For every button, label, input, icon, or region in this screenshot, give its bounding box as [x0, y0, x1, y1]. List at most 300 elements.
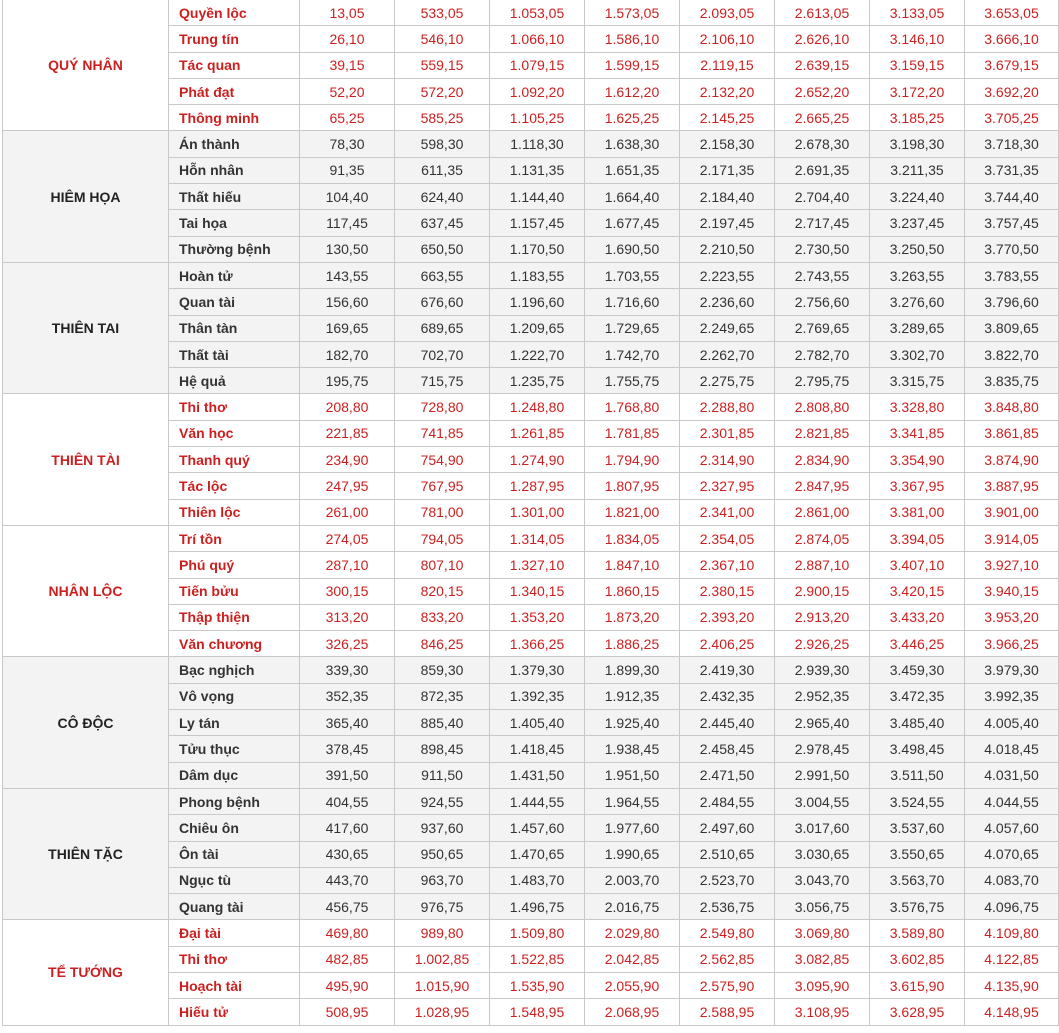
value-cell: 2.926,25	[775, 631, 870, 657]
value-cell: 4.070,65	[965, 841, 1059, 867]
value-cell: 2.939,30	[775, 657, 870, 683]
value-cell: 3.537,60	[870, 815, 965, 841]
value-cell: 3.511,50	[870, 762, 965, 788]
value-cell: 2.132,20	[680, 78, 775, 104]
value-cell: 1.964,55	[585, 788, 680, 814]
row-label: Văn học	[169, 420, 300, 446]
value-cell: 1.053,05	[490, 0, 585, 26]
row-label: Vô vọng	[169, 683, 300, 709]
value-cell: 2.393,20	[680, 604, 775, 630]
group-label: CÔ ĐỘC	[3, 657, 169, 788]
value-cell: 2.341,00	[680, 499, 775, 525]
value-cell: 1.314,05	[490, 525, 585, 551]
value-cell: 3.381,00	[870, 499, 965, 525]
value-cell: 1.066,10	[490, 26, 585, 52]
value-cell: 2.613,05	[775, 0, 870, 26]
value-cell: 1.535,90	[490, 972, 585, 998]
value-cell: 3.718,30	[965, 131, 1059, 157]
value-cell: 3.979,30	[965, 657, 1059, 683]
value-cell: 2.236,60	[680, 289, 775, 315]
row-label: Trí tồn	[169, 525, 300, 551]
value-cell: 754,90	[395, 447, 490, 473]
value-cell: 624,40	[395, 184, 490, 210]
value-cell: 4.031,50	[965, 762, 1059, 788]
table-row	[3, 525, 1059, 551]
value-cell: 3.874,90	[965, 447, 1059, 473]
value-cell: 1.157,45	[490, 210, 585, 236]
value-cell: 4.148,95	[965, 999, 1059, 1025]
value-cell: 2.380,15	[680, 578, 775, 604]
value-cell: 2.523,70	[680, 867, 775, 893]
row-label: Bạc nghịch	[169, 657, 300, 683]
value-cell: 2.861,00	[775, 499, 870, 525]
value-cell: 2.275,75	[680, 368, 775, 394]
value-cell: 2.029,80	[585, 920, 680, 946]
value-cell: 1.457,60	[490, 815, 585, 841]
value-cell: 3.835,75	[965, 368, 1059, 394]
value-cell: 2.171,35	[680, 157, 775, 183]
group-label: QUÝ NHÂN	[3, 0, 169, 131]
value-cell: 4.122,85	[965, 946, 1059, 972]
value-cell: 1.444,55	[490, 788, 585, 814]
value-cell: 1.327,10	[490, 552, 585, 578]
row-label: Phát đạt	[169, 78, 300, 104]
value-cell: 898,45	[395, 736, 490, 762]
value-cell: 1.405,40	[490, 710, 585, 736]
value-cell: 1.951,50	[585, 762, 680, 788]
row-label: Thiên lộc	[169, 499, 300, 525]
value-cell: 3.940,15	[965, 578, 1059, 604]
value-cell: 417,60	[300, 815, 395, 841]
value-cell: 2.952,35	[775, 683, 870, 709]
table-row	[3, 788, 1059, 814]
value-cell: 1.612,20	[585, 78, 680, 104]
value-cell: 1.131,35	[490, 157, 585, 183]
value-cell: 508,95	[300, 999, 395, 1025]
value-cell: 1.990,65	[585, 841, 680, 867]
value-cell: 3.030,65	[775, 841, 870, 867]
value-cell: 2.301,85	[680, 420, 775, 446]
value-cell: 3.757,45	[965, 210, 1059, 236]
value-cell: 2.575,90	[680, 972, 775, 998]
value-cell: 846,25	[395, 631, 490, 657]
value-cell: 950,65	[395, 841, 490, 867]
value-cell: 2.834,90	[775, 447, 870, 473]
value-cell: 495,90	[300, 972, 395, 998]
value-cell: 2.497,60	[680, 815, 775, 841]
row-label: Ôn tài	[169, 841, 300, 867]
value-cell: 1.768,80	[585, 394, 680, 420]
value-cell: 741,85	[395, 420, 490, 446]
value-cell: 3.237,45	[870, 210, 965, 236]
row-label: Thông minh	[169, 105, 300, 131]
value-cell: 2.484,55	[680, 788, 775, 814]
row-label: Đại tài	[169, 920, 300, 946]
value-cell: 3.017,60	[775, 815, 870, 841]
value-cell: 2.016,75	[585, 894, 680, 920]
value-cell: 937,60	[395, 815, 490, 841]
value-cell: 234,90	[300, 447, 395, 473]
value-cell: 3.004,55	[775, 788, 870, 814]
value-cell: 2.991,50	[775, 762, 870, 788]
value-cell: 833,20	[395, 604, 490, 630]
value-cell: 2.223,55	[680, 262, 775, 288]
value-cell: 3.615,90	[870, 972, 965, 998]
row-label: Quyền lộc	[169, 0, 300, 26]
value-cell: 1.353,20	[490, 604, 585, 630]
value-cell: 378,45	[300, 736, 395, 762]
value-cell: 3.263,55	[870, 262, 965, 288]
value-cell: 300,15	[300, 578, 395, 604]
value-cell: 2.978,45	[775, 736, 870, 762]
group-label: HIÊM HỌA	[3, 131, 169, 262]
value-cell: 2.887,10	[775, 552, 870, 578]
value-cell: 728,80	[395, 394, 490, 420]
table-row	[3, 657, 1059, 683]
row-label: Thân tàn	[169, 315, 300, 341]
row-label: Ly tán	[169, 710, 300, 736]
value-cell: 2.354,05	[680, 525, 775, 551]
value-cell: 3.172,20	[870, 78, 965, 104]
value-cell: 989,80	[395, 920, 490, 946]
value-cell: 1.340,15	[490, 578, 585, 604]
group-label: TỂ TƯỚNG	[3, 920, 169, 1025]
value-cell: 274,05	[300, 525, 395, 551]
value-cell: 3.589,80	[870, 920, 965, 946]
value-cell: 820,15	[395, 578, 490, 604]
value-cell: 1.690,50	[585, 236, 680, 262]
value-cell: 456,75	[300, 894, 395, 920]
value-cell: 3.796,60	[965, 289, 1059, 315]
value-cell: 885,40	[395, 710, 490, 736]
value-cell: 3.289,65	[870, 315, 965, 341]
value-cell: 3.848,80	[965, 394, 1059, 420]
value-cell: 3.211,35	[870, 157, 965, 183]
value-cell: 91,35	[300, 157, 395, 183]
value-cell: 169,65	[300, 315, 395, 341]
value-cell: 4.005,40	[965, 710, 1059, 736]
value-cell: 117,45	[300, 210, 395, 236]
value-cell: 1.366,25	[490, 631, 585, 657]
value-cell: 4.018,45	[965, 736, 1059, 762]
value-cell: 3.315,75	[870, 368, 965, 394]
row-label: Hệ quả	[169, 368, 300, 394]
row-label: Văn chương	[169, 631, 300, 657]
value-cell: 3.953,20	[965, 604, 1059, 630]
value-cell: 2.821,85	[775, 420, 870, 446]
value-cell: 2.055,90	[585, 972, 680, 998]
value-cell: 1.912,35	[585, 683, 680, 709]
value-cell: 39,15	[300, 52, 395, 78]
value-cell: 2.678,30	[775, 131, 870, 157]
value-cell: 859,30	[395, 657, 490, 683]
row-label: Hoàn tử	[169, 262, 300, 288]
value-cell: 2.093,05	[680, 0, 775, 26]
value-cell: 3.550,65	[870, 841, 965, 867]
row-label: Hỗn nhân	[169, 157, 300, 183]
value-cell: 3.472,35	[870, 683, 965, 709]
value-cell: 2.445,40	[680, 710, 775, 736]
value-cell: 3.731,35	[965, 157, 1059, 183]
value-cell: 3.341,85	[870, 420, 965, 446]
value-cell: 1.651,35	[585, 157, 680, 183]
value-cell: 2.536,75	[680, 894, 775, 920]
value-cell: 1.028,95	[395, 999, 490, 1025]
value-cell: 404,55	[300, 788, 395, 814]
value-cell: 689,65	[395, 315, 490, 341]
value-cell: 365,40	[300, 710, 395, 736]
row-label: Tác quan	[169, 52, 300, 78]
row-label: Hiếu tử	[169, 999, 300, 1025]
value-cell: 2.900,15	[775, 578, 870, 604]
value-cell: 1.222,70	[490, 341, 585, 367]
value-cell: 1.418,45	[490, 736, 585, 762]
value-cell: 3.927,10	[965, 552, 1059, 578]
value-cell: 3.159,15	[870, 52, 965, 78]
value-cell: 2.652,20	[775, 78, 870, 104]
value-cell: 3.563,70	[870, 867, 965, 893]
value-cell: 2.458,45	[680, 736, 775, 762]
value-cell: 2.042,85	[585, 946, 680, 972]
value-cell: 143,55	[300, 262, 395, 288]
value-cell: 546,10	[395, 26, 490, 52]
value-cell: 1.379,30	[490, 657, 585, 683]
value-cell: 430,65	[300, 841, 395, 867]
value-cell: 3.679,15	[965, 52, 1059, 78]
value-cell: 3.628,95	[870, 999, 965, 1025]
value-cell: 3.082,85	[775, 946, 870, 972]
value-cell: 3.692,20	[965, 78, 1059, 104]
value-cell: 3.822,70	[965, 341, 1059, 367]
value-cell: 3.367,95	[870, 473, 965, 499]
group-label: THIÊN TẶC	[3, 788, 169, 919]
value-cell: 3.185,25	[870, 105, 965, 131]
value-cell: 326,25	[300, 631, 395, 657]
value-cell: 1.105,25	[490, 105, 585, 131]
row-label: Quan tài	[169, 289, 300, 315]
value-cell: 872,35	[395, 683, 490, 709]
value-cell: 1.496,75	[490, 894, 585, 920]
value-cell: 1.899,30	[585, 657, 680, 683]
value-cell: 3.744,40	[965, 184, 1059, 210]
value-cell: 2.367,10	[680, 552, 775, 578]
value-cell: 3.887,95	[965, 473, 1059, 499]
value-cell: 4.109,80	[965, 920, 1059, 946]
value-cell: 2.406,25	[680, 631, 775, 657]
value-cell: 208,80	[300, 394, 395, 420]
value-cell: 1.860,15	[585, 578, 680, 604]
value-cell: 3.576,75	[870, 894, 965, 920]
value-cell: 287,10	[300, 552, 395, 578]
value-cell: 2.184,40	[680, 184, 775, 210]
value-cell: 2.210,50	[680, 236, 775, 262]
value-cell: 2.327,95	[680, 473, 775, 499]
value-cell: 2.665,25	[775, 105, 870, 131]
value-cell: 3.914,05	[965, 525, 1059, 551]
value-cell: 1.144,40	[490, 184, 585, 210]
value-cell: 195,75	[300, 368, 395, 394]
value-cell: 2.432,35	[680, 683, 775, 709]
row-label: Thất tài	[169, 341, 300, 367]
value-cell: 1.677,45	[585, 210, 680, 236]
value-cell: 1.586,10	[585, 26, 680, 52]
value-cell: 1.170,50	[490, 236, 585, 262]
value-cell: 911,50	[395, 762, 490, 788]
value-cell: 3.407,10	[870, 552, 965, 578]
value-cell: 3.783,55	[965, 262, 1059, 288]
value-cell: 715,75	[395, 368, 490, 394]
value-cell: 104,40	[300, 184, 395, 210]
value-cell: 352,35	[300, 683, 395, 709]
value-cell: 1.729,65	[585, 315, 680, 341]
value-cell: 3.666,10	[965, 26, 1059, 52]
row-label: Án thành	[169, 131, 300, 157]
value-cell: 1.235,75	[490, 368, 585, 394]
value-cell: 963,70	[395, 867, 490, 893]
table-row	[3, 262, 1059, 288]
value-cell: 585,25	[395, 105, 490, 131]
value-cell: 3.146,10	[870, 26, 965, 52]
value-cell: 1.092,20	[490, 78, 585, 104]
value-cell: 2.730,50	[775, 236, 870, 262]
value-cell: 482,85	[300, 946, 395, 972]
value-cell: 313,20	[300, 604, 395, 630]
value-cell: 2.588,95	[680, 999, 775, 1025]
value-cell: 3.069,80	[775, 920, 870, 946]
value-cell: 2.197,45	[680, 210, 775, 236]
value-cell: 3.133,05	[870, 0, 965, 26]
value-cell: 2.262,70	[680, 341, 775, 367]
value-cell: 1.638,30	[585, 131, 680, 157]
value-cell: 2.808,80	[775, 394, 870, 420]
value-cell: 1.755,75	[585, 368, 680, 394]
value-cell: 2.717,45	[775, 210, 870, 236]
value-cell: 1.625,25	[585, 105, 680, 131]
value-cell: 2.704,40	[775, 184, 870, 210]
value-cell: 1.002,85	[395, 946, 490, 972]
value-cell: 4.135,90	[965, 972, 1059, 998]
value-cell: 3.095,90	[775, 972, 870, 998]
value-cell: 3.043,70	[775, 867, 870, 893]
value-cell: 221,85	[300, 420, 395, 446]
value-cell: 2.119,15	[680, 52, 775, 78]
group-label: NHÂN LỘC	[3, 525, 169, 656]
value-cell: 3.809,65	[965, 315, 1059, 341]
value-cell: 3.653,05	[965, 0, 1059, 26]
value-cell: 2.106,10	[680, 26, 775, 52]
value-cell: 2.874,05	[775, 525, 870, 551]
value-cell: 1.301,00	[490, 499, 585, 525]
value-cell: 2.847,95	[775, 473, 870, 499]
value-cell: 339,30	[300, 657, 395, 683]
value-cell: 3.524,55	[870, 788, 965, 814]
value-cell: 2.795,75	[775, 368, 870, 394]
value-cell: 3.354,90	[870, 447, 965, 473]
value-cell: 2.626,10	[775, 26, 870, 52]
value-cell: 650,50	[395, 236, 490, 262]
value-cell: 3.992,35	[965, 683, 1059, 709]
value-cell: 2.756,60	[775, 289, 870, 315]
group-label: THIÊN TAI	[3, 262, 169, 393]
table-row	[3, 131, 1059, 157]
value-cell: 1.573,05	[585, 0, 680, 26]
value-cell: 3.705,25	[965, 105, 1059, 131]
value-cell: 1.847,10	[585, 552, 680, 578]
value-cell: 1.925,40	[585, 710, 680, 736]
value-cell: 2.639,15	[775, 52, 870, 78]
value-cell: 1.807,95	[585, 473, 680, 499]
value-cell: 3.770,50	[965, 236, 1059, 262]
value-cell: 2.510,65	[680, 841, 775, 867]
row-label: Dâm dục	[169, 762, 300, 788]
row-label: Hoạch tài	[169, 972, 300, 998]
value-cell: 1.886,25	[585, 631, 680, 657]
value-cell: 611,35	[395, 157, 490, 183]
value-cell: 3.224,40	[870, 184, 965, 210]
value-cell: 559,15	[395, 52, 490, 78]
value-cell: 3.302,70	[870, 341, 965, 367]
value-cell: 1.209,65	[490, 315, 585, 341]
value-cell: 3.485,40	[870, 710, 965, 736]
fortune-table-container	[2, 0, 1059, 1026]
value-cell: 3.459,30	[870, 657, 965, 683]
row-label: Thường bệnh	[169, 236, 300, 262]
value-cell: 130,50	[300, 236, 395, 262]
value-cell: 2.288,80	[680, 394, 775, 420]
value-cell: 976,75	[395, 894, 490, 920]
value-cell: 2.913,20	[775, 604, 870, 630]
value-cell: 598,30	[395, 131, 490, 157]
value-cell: 1.781,85	[585, 420, 680, 446]
value-cell: 2.003,70	[585, 867, 680, 893]
value-cell: 65,25	[300, 105, 395, 131]
value-cell: 2.314,90	[680, 447, 775, 473]
value-cell: 1.834,05	[585, 525, 680, 551]
value-cell: 1.977,60	[585, 815, 680, 841]
value-cell: 1.483,70	[490, 867, 585, 893]
value-cell: 78,30	[300, 131, 395, 157]
value-cell: 3.433,20	[870, 604, 965, 630]
table-row	[3, 394, 1059, 420]
row-label: Quang tài	[169, 894, 300, 920]
value-cell: 1.509,80	[490, 920, 585, 946]
value-cell: 3.276,60	[870, 289, 965, 315]
value-cell: 1.118,30	[490, 131, 585, 157]
value-cell: 1.248,80	[490, 394, 585, 420]
value-cell: 1.287,95	[490, 473, 585, 499]
value-cell: 3.602,85	[870, 946, 965, 972]
value-cell: 781,00	[395, 499, 490, 525]
row-label: Tửu thục	[169, 736, 300, 762]
value-cell: 4.057,60	[965, 815, 1059, 841]
value-cell: 702,70	[395, 341, 490, 367]
value-cell: 1.392,35	[490, 683, 585, 709]
value-cell: 3.901,00	[965, 499, 1059, 525]
value-cell: 2.068,95	[585, 999, 680, 1025]
value-cell: 2.471,50	[680, 762, 775, 788]
row-label: Thi thơ	[169, 946, 300, 972]
value-cell: 4.044,55	[965, 788, 1059, 814]
row-label: Thất hiếu	[169, 184, 300, 210]
value-cell: 1.794,90	[585, 447, 680, 473]
value-cell: 794,05	[395, 525, 490, 551]
value-cell: 2.419,30	[680, 657, 775, 683]
row-label: Trung tín	[169, 26, 300, 52]
table-row	[3, 0, 1059, 26]
value-cell: 3.198,30	[870, 131, 965, 157]
value-cell: 247,95	[300, 473, 395, 499]
value-cell: 156,60	[300, 289, 395, 315]
